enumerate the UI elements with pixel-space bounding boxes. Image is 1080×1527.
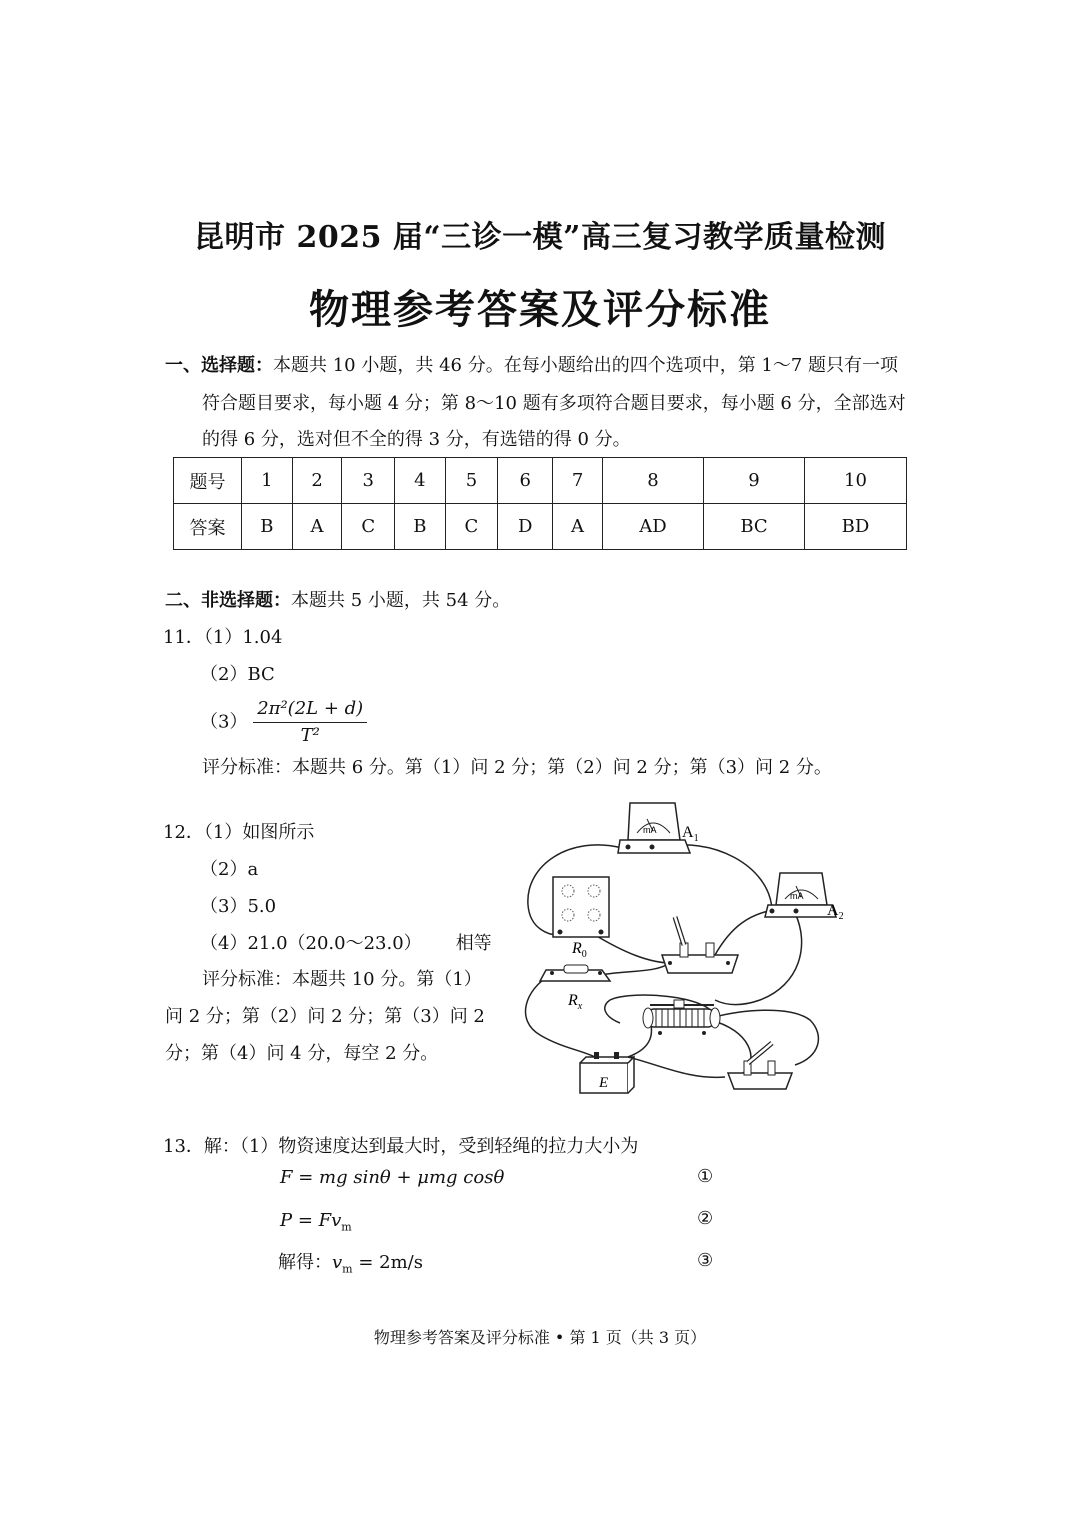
- q11-fraction: [253, 698, 367, 747]
- q12-answer4-extra: 相等: [455, 933, 492, 954]
- wire: [600, 963, 670, 975]
- label-r0: $R_0$: [572, 940, 587, 960]
- label-rx: $R_x$: [568, 992, 583, 1012]
- meter-unit: mA: [790, 891, 804, 901]
- table-row-answers: [174, 504, 907, 550]
- table-row-numbers: [174, 458, 907, 504]
- table-cell: 4: [395, 458, 446, 504]
- q11-line1: [163, 627, 282, 649]
- q13-equation1: F = mg sinθ + μmg cosθ: [280, 1167, 505, 1188]
- ammeter-a1: [618, 803, 699, 853]
- table-cell: 10: [804, 458, 906, 504]
- q11-number: 11．: [163, 627, 204, 648]
- q13-equation1-mark: ①: [697, 1166, 714, 1187]
- fraction-numerator: 2π²(2L + d): [253, 698, 367, 723]
- exam-title: 昆明市 2025 届“三诊一模”高三复习教学质量检测: [194, 220, 886, 255]
- fraction-denominator: T²: [300, 725, 320, 746]
- q13-intro: 解：（1）物资速度达到最大时，受到轻绳的拉力大小为: [203, 1136, 639, 1157]
- section1-line2: 符合题目要求，每小题 4 分；第 8～10 题有多项符合题目要求，每小题 6 分，全部选对: [202, 393, 906, 414]
- ammeter-a2: [765, 873, 844, 922]
- q13-equation3-prefix: 解得：: [278, 1252, 332, 1273]
- q13-equation3-sub: m: [342, 1262, 353, 1276]
- q12-line1: [163, 822, 314, 844]
- label-a1: $A_1$: [682, 824, 699, 844]
- section1-heading: 一、选择题：: [165, 355, 273, 376]
- wire: [526, 975, 595, 1057]
- table-cell: 2: [292, 458, 342, 504]
- q11-answer2: （2）BC: [200, 664, 275, 685]
- table-cell: D: [498, 504, 553, 550]
- table-cell: 1: [242, 458, 293, 504]
- switch-middle: [662, 917, 738, 973]
- answer-table: [173, 457, 907, 550]
- table-cell: A: [553, 504, 603, 550]
- q12-number: 12．: [163, 822, 204, 843]
- resistor-rx: [540, 965, 610, 1012]
- q13-equation2-main: P = Fv: [280, 1210, 342, 1231]
- resistance-box-r0: [553, 877, 609, 960]
- table-cell: AD: [602, 504, 703, 550]
- circuit-diagram: [510, 795, 870, 1105]
- q13-equation3-mark: ③: [697, 1250, 714, 1271]
- table-cell: 7: [553, 458, 603, 504]
- q12-answer1: （1）如图所示: [203, 822, 315, 843]
- table-cell: 5: [445, 458, 498, 504]
- q13-equation2: [280, 1210, 352, 1234]
- section1-line1-text: 本题共 10 小题，共 46 分。在每小题给出的四个选项中，第 1～7 题只有一项: [273, 355, 899, 376]
- table-cell: BD: [804, 504, 906, 550]
- rheostat: [643, 1000, 720, 1035]
- q13-equation2-mark: ②: [697, 1208, 714, 1229]
- wire: [628, 1057, 725, 1077]
- q13-equation2-sub: m: [341, 1220, 352, 1234]
- q12-scoring-line3: 分；第（4）问 4 分，每空 2 分。: [165, 1043, 439, 1064]
- section2-text: 本题共 5 小题，共 54 分。: [291, 590, 511, 611]
- section1-line3: 的得 6 分，选对但不全的得 3 分，有选错的得 0 分。: [202, 429, 631, 450]
- table-cell: 6: [498, 458, 553, 504]
- table-cell: C: [445, 504, 498, 550]
- q11-answer3-prefix: （3）: [200, 711, 248, 733]
- label-e: E: [599, 1075, 609, 1091]
- battery-e: [580, 1052, 634, 1093]
- wire: [715, 910, 772, 955]
- q11-answer3: [200, 698, 367, 747]
- table-cell: C: [342, 504, 395, 550]
- table-cell: BC: [704, 504, 805, 550]
- q12-answer2: （2）a: [200, 859, 259, 880]
- q13-number: 13．: [163, 1136, 204, 1157]
- row-label-answer: 答案: [174, 504, 242, 550]
- section1-line1: [165, 355, 898, 377]
- q13-equation3: [278, 1252, 423, 1281]
- document-title: 物理参考答案及评分标准: [309, 286, 771, 333]
- page-footer: 物理参考答案及评分标准 • 第 1 页（共 3 页）: [373, 1328, 707, 1347]
- q12-answer3: （3）5.0: [200, 896, 277, 917]
- q13-equation3-v: v: [332, 1252, 343, 1273]
- table-cell: B: [395, 504, 446, 550]
- row-label-number: 题号: [174, 458, 242, 504]
- section2-line: [165, 590, 510, 612]
- q12-answer4: [200, 933, 492, 955]
- switch-bottom: [728, 1043, 792, 1089]
- wire: [660, 845, 772, 910]
- q13-equation3-rest: = 2m/s: [352, 1252, 423, 1273]
- table-cell: 9: [704, 458, 805, 504]
- table-cell: 8: [602, 458, 703, 504]
- q13-line1: [163, 1136, 638, 1158]
- wire: [715, 1010, 818, 1065]
- q11-scoring: 评分标准：本题共 6 分。第（1）问 2 分；第（2）问 2 分；第（3）问 2 分。: [202, 757, 832, 778]
- q12-scoring-line1: 评分标准：本题共 10 分。第（1）: [202, 969, 482, 990]
- q12-answer4-value: （4）21.0（20.0～23.0）: [200, 933, 422, 954]
- table-cell: 3: [342, 458, 395, 504]
- q11-answer1: （1）1.04: [203, 627, 283, 648]
- section2-heading: 二、非选择题：: [165, 590, 291, 611]
- meter-unit: mA: [643, 825, 657, 835]
- table-cell: B: [242, 504, 293, 550]
- q12-scoring-line2: 问 2 分；第（2）问 2 分；第（3）问 2: [165, 1006, 485, 1027]
- label-a2: $A_2$: [827, 902, 844, 922]
- table-cell: A: [292, 504, 342, 550]
